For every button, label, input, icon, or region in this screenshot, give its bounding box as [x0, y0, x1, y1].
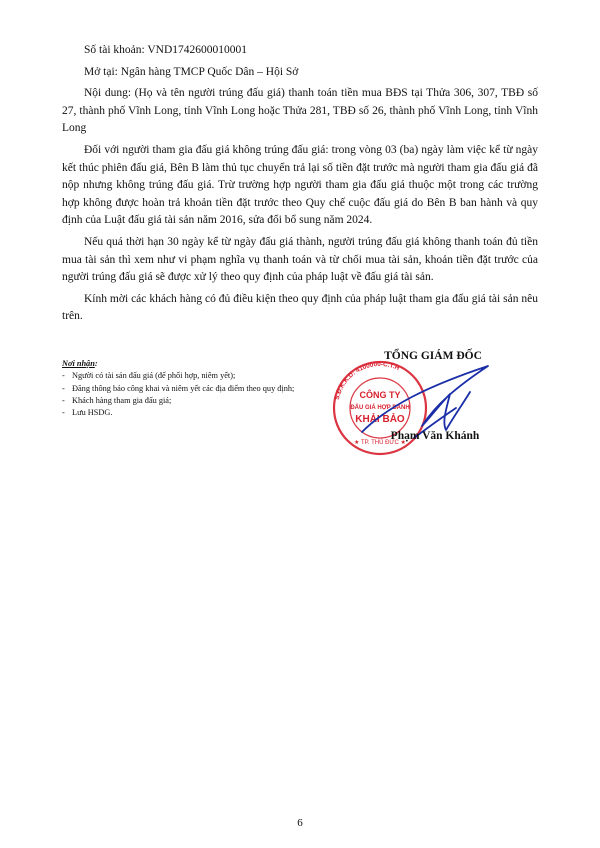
- signature-block: [318, 346, 538, 456]
- svg-text:S.Đ.K.K.D: 4100000-C.T.H: S.Đ.K.K.D: 4100000-C.T.H: [333, 360, 401, 401]
- recipients-block: Nơi nhận: - Người có tài sản đấu giá (để phối hợp, niêm yết); - Đăng thông báo công khai và niêm yết các địa điểm theo quy định; - Khách hàng tham gia đấu giá; - Lưu HSDG.: [62, 358, 322, 419]
- page-number: 6: [297, 817, 303, 829]
- svg-text:★ TP. THỦ ĐỨC ★: ★ TP. THỦ ĐỨC ★: [354, 440, 406, 446]
- recipients-list: [62, 370, 322, 419]
- recipient-item: - Lưu HSDG.: [62, 407, 322, 419]
- recipient-item: - Khách hàng tham gia đấu giá;: [62, 395, 322, 407]
- bank-name-line: Mở tại: Ngân hàng TMCP Quốc Dân – Hội Sở: [84, 65, 299, 78]
- payment-details: [62, 42, 538, 326]
- recipient-item: - Đăng thông báo công khai và niêm yết các địa điểm theo quy định;: [62, 383, 322, 395]
- svg-text:ĐẤU GIÁ HỢP DANH: ĐẤU GIÁ HỢP DANH: [350, 405, 410, 411]
- paragraph-refund: Đối với người tham gia đấu giá không trúng đấu giá: trong vòng 03 (ba) ngày làm việc kể từ ngày kết thúc phiên đấu giá, Bên B làm thủ tục chuyển trả lại số tiền đặt trước mà người tham gia đấu giá đã nộp nhưng không trúng đấu giá. Trừ trường hợp người tham gia đấu giá thuộc một trong các trường hợp không được hoàn trả khoản tiền đặt trước theo Quy chế cuộc đấu giá do Bên B ban hành và quy định của Luật đấu giá tài sản năm 2016, sửa đổi bổ sung năm 2024.: [62, 143, 538, 227]
- recipient-item: - Người có tài sản đấu giá (để phối hợp, niêm yết);: [62, 370, 322, 382]
- paragraph-payment-content: Nội dung: (Họ và tên người trúng đấu giá) thanh toán tiền mua BĐS tại Thửa 306, 307, TBĐ số 27, thành phố Vĩnh Long, tỉnh Vĩnh Long hoặc Thửa 281, TBĐ số 26, thành phố Vĩnh Long, tỉnh Vĩnh Long: [62, 87, 538, 135]
- recipients-title: Nơi nhận: [62, 359, 95, 368]
- svg-text:CÔNG TY: CÔNG TY: [359, 390, 401, 400]
- signer-name: Phạm Văn Khánh: [390, 430, 480, 442]
- account-number-line: Số tài khoản: VND1742600010001: [84, 44, 248, 56]
- paragraph-invitation: Kính mời các khách hàng có đủ điều kiện theo quy định của pháp luật tham gia đấu giá tài sản nêu trên.: [62, 292, 538, 323]
- paragraph-payment-deadline: Nếu quá thời hạn 30 ngày kể từ ngày đấu giá thành, người trúng đấu giá không thanh toán đủ tiền mua tài sản thì xem như vi phạm nghĩa vụ thanh toán và từ chối mua tài sản, khoản tiền đặt trước của người trúng đấu giá sẽ được xử lý theo quy định của pháp luật về đấu giá tài sản.: [62, 235, 538, 284]
- signer-title: TỔNG GIÁM ĐỐC: [384, 350, 482, 362]
- svg-text:KHẢI BẢO: KHẢI BẢO: [355, 414, 405, 425]
